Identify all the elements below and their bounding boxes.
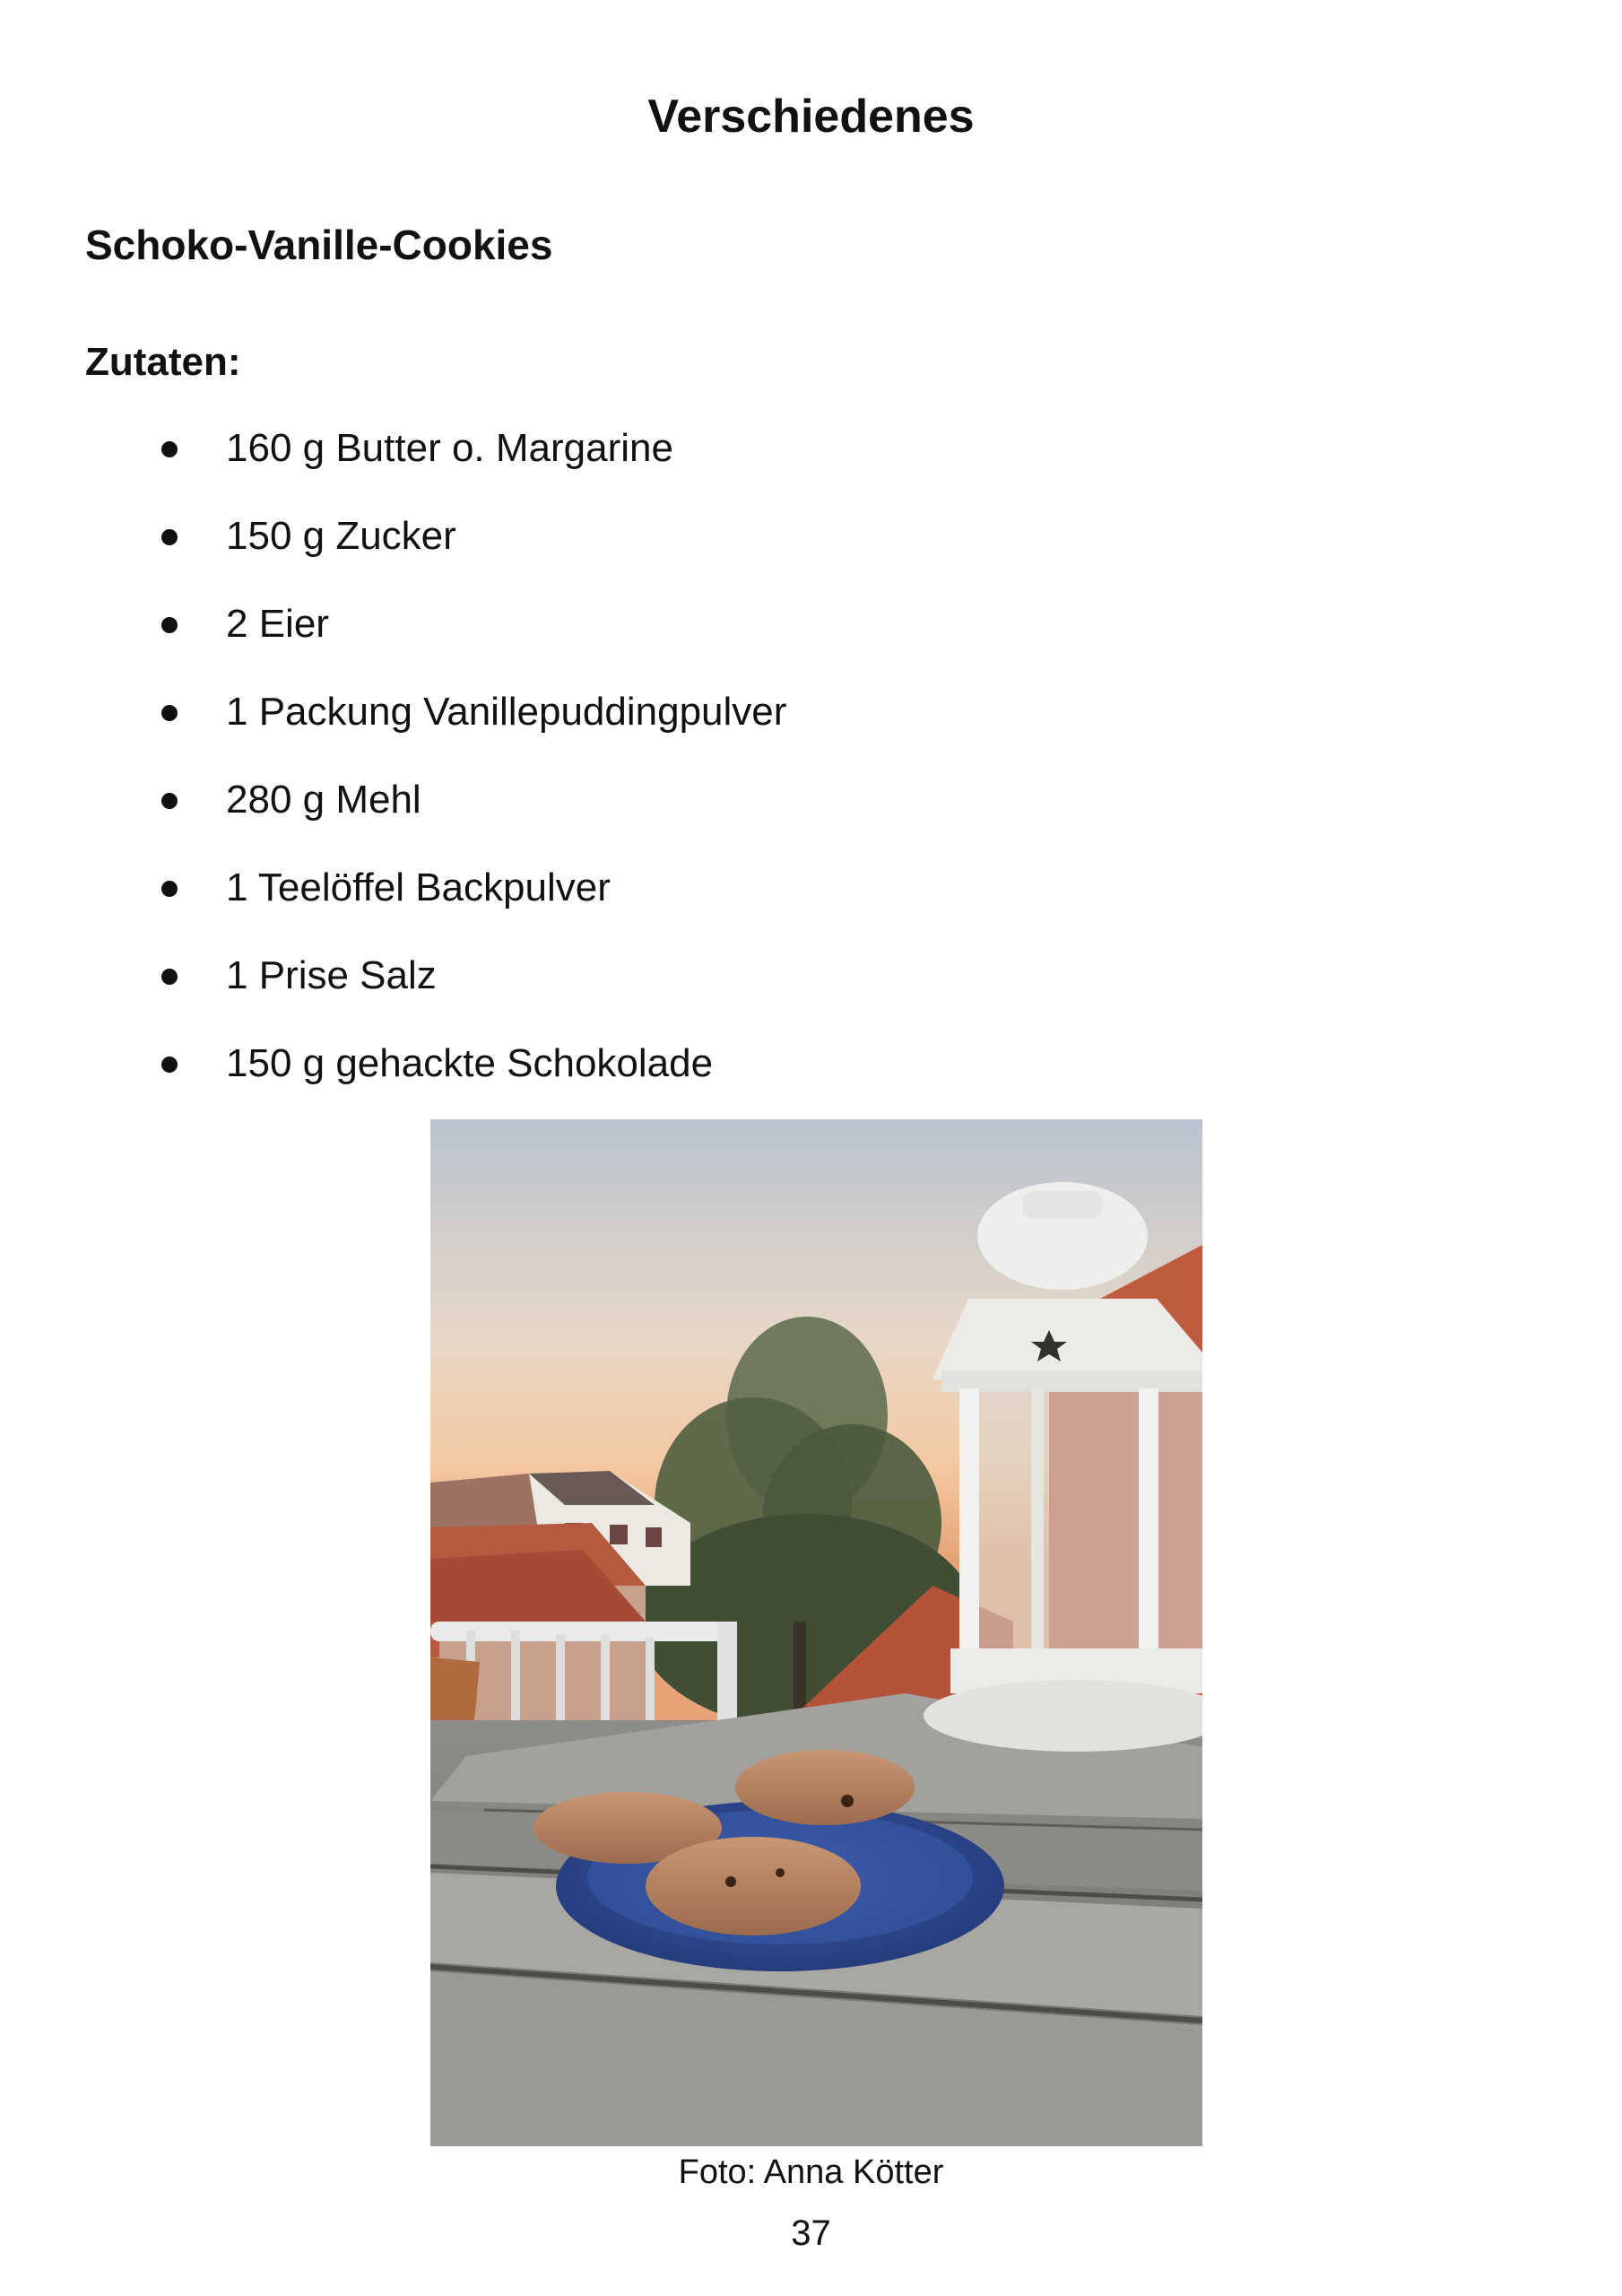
ingredient-text: 1 Packung Vanillepuddingpulver <box>226 690 787 734</box>
recipe-title: Schoko-Vanille-Cookies <box>85 222 553 268</box>
bullet-icon <box>161 441 178 457</box>
bullet-icon <box>161 705 178 721</box>
section-title: Verschiedenes <box>647 91 975 143</box>
ingredients-heading: Zutaten: <box>85 340 241 384</box>
ingredient-text: 280 g Mehl <box>226 778 421 822</box>
ingredient-text: 160 g Butter o. Margarine <box>226 426 673 470</box>
cookies-photo <box>430 1119 1202 2146</box>
ingredient-text: 1 Teelöffel Backpulver <box>226 865 611 909</box>
photo-caption: Foto: Anna Kötter <box>678 2153 944 2191</box>
ingredient-text: 1 Prise Salz <box>226 953 437 997</box>
bullet-icon <box>161 617 178 633</box>
bullet-icon <box>161 969 178 985</box>
page-number: 37 <box>791 2213 831 2253</box>
bullet-icon <box>161 1057 178 1073</box>
ingredient-text: 150 g Zucker <box>226 514 456 558</box>
ingredient-text: 150 g gehackte Schokolade <box>226 1041 714 1085</box>
ingredient-text: 2 Eier <box>226 602 329 646</box>
bullet-icon <box>161 793 178 809</box>
bullet-icon <box>161 881 178 897</box>
bullet-icon <box>161 529 178 545</box>
